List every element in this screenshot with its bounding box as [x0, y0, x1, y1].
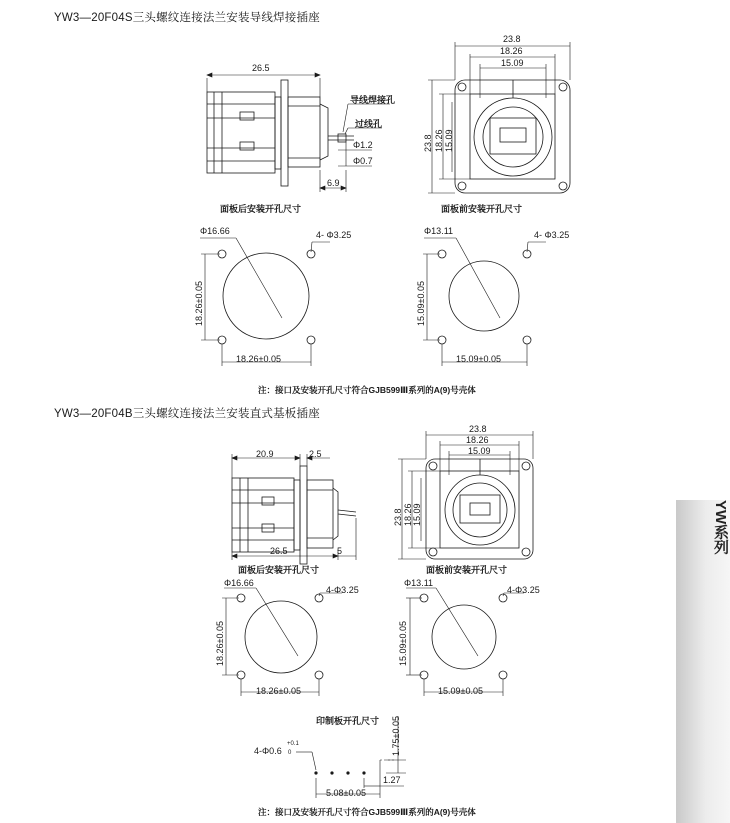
rear-cutout-1: [200, 238, 330, 366]
s1-front-h3: 15.09: [444, 129, 454, 152]
s1-front-w2: 18.26: [500, 46, 523, 56]
s2-rear-holes: 4-Φ3.25: [326, 585, 359, 595]
s1-front-h1: 23.8: [423, 134, 433, 152]
s2-front-vertical: 15.09±0.05: [398, 621, 408, 666]
rear-cutout-2: [222, 588, 342, 696]
s1-rear-holes: 4- Φ3.25: [316, 230, 352, 240]
side-view-1: [207, 80, 354, 186]
section1-title: YW3—20F04S三头螺纹连接法兰安装导线焊接插座: [54, 12, 320, 24]
s1-caption-rear: 面板后安装开孔尺寸: [220, 204, 302, 214]
s2-front-h2: 18.26: [403, 503, 413, 526]
s2-caption-rear: 面板后安装开孔尺寸: [238, 565, 320, 575]
s1-note: 注：接口及安装开孔尺寸符合GJB599Ⅲ系列的A(9)号壳体: [258, 385, 476, 395]
s2-front-horizontal: 15.09±0.05: [438, 686, 483, 696]
front-cutout-1: [423, 238, 546, 366]
s2-rear-vertical: 18.26±0.05: [215, 621, 225, 666]
side-view-1-dims: [207, 73, 390, 192]
s2-front-h3: 15.09: [412, 503, 422, 526]
s2-side-top-left: 20.9: [256, 449, 274, 459]
s2-side-top-right: 2.5: [309, 449, 322, 459]
pcb-layout: [296, 716, 406, 798]
s2-front-w2: 18.26: [466, 435, 489, 445]
series-tab-label: YW系列: [712, 500, 729, 555]
s1-dia-2: Φ0.7: [353, 156, 373, 166]
s2-front-w1: 23.8: [469, 424, 487, 434]
s1-rear-vertical: 18.26±0.05: [194, 281, 204, 326]
s1-rear-horizontal: 18.26±0.05: [236, 354, 281, 364]
section2-title: YW3—20F04B三头螺纹连接法兰安装直式基板插座: [54, 408, 320, 420]
front-cutout-2: [406, 588, 524, 696]
s1-caption-front: 面板前安装开孔尺寸: [441, 204, 523, 214]
front-view-2: [426, 459, 533, 559]
s1-rear-diameter: Φ16.66: [200, 226, 230, 236]
s1-front-w3: 15.09: [501, 58, 524, 68]
s2-side-bottom-left: 26.5: [270, 546, 288, 556]
s1-front-vertical: 15.09±0.05: [416, 281, 426, 326]
s2-front-w3: 15.09: [468, 446, 491, 456]
s2-front-holes: 4-Φ3.25: [507, 585, 540, 595]
s1-front-holes: 4- Φ3.25: [534, 230, 570, 240]
front-view-1-dims: [428, 42, 570, 193]
front-view-1: [455, 80, 570, 193]
s2-front-h1: 23.8: [393, 508, 403, 526]
s2-side-bottom-right: 5: [337, 546, 343, 556]
s2-pcb-tol-upper: +0.1: [287, 741, 299, 747]
s1-dia-1: Φ1.2: [353, 140, 373, 150]
s2-rear-horizontal: 18.26±0.05: [256, 686, 301, 696]
s2-pcb-span: 5.08±0.05: [326, 788, 366, 798]
s2-front-diameter: Φ13.11: [404, 578, 434, 588]
s2-rear-diameter: Φ16.66: [224, 578, 254, 588]
s1-side-length: 26.5: [252, 63, 270, 73]
s2-note: 注：接口及安装开孔尺寸符合GJB599Ⅲ系列的A(9)号壳体: [258, 807, 476, 817]
s2-pcb-pitch: 1.27: [383, 775, 401, 785]
s1-front-h2: 18.26: [434, 129, 444, 152]
s1-front-diameter: Φ13.11: [424, 226, 454, 236]
s2-pcb-caption: 印制板开孔尺寸: [316, 716, 380, 726]
s1-through-hole-label: 过线孔: [355, 119, 383, 129]
s2-pcb-vertical: 1.75±0.05: [391, 716, 401, 756]
s1-offset: 6.9: [327, 178, 340, 188]
s1-front-w1: 23.8: [503, 34, 521, 44]
s2-caption-front: 面板前安装开孔尺寸: [426, 565, 508, 575]
s1-weld-hole-label: 导线焊接孔: [350, 95, 396, 105]
s2-pcb-holes: 4-Φ0.6: [254, 746, 282, 756]
s1-front-horizontal: 15.09±0.05: [456, 354, 501, 364]
s2-pcb-tol-lower: 0: [288, 750, 292, 756]
